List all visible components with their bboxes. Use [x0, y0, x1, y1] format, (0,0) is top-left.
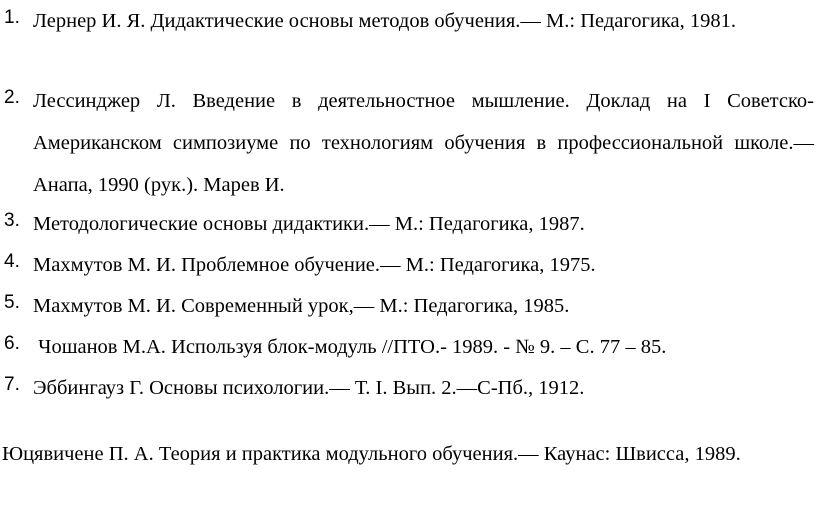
extra-reference: Юцявичене П. А. Теория и практика модульного обучения.— Каунас: Швисса, 1989.	[2, 443, 741, 465]
reference-text: Эббингауз Г. Основы психологии.— Т. I. Вып. 2.—С-Пб., 1912.	[33, 377, 585, 399]
reference-text: Махмутов М. И. Проблемное обучение.— М.: Педагогика, 1975.	[33, 254, 596, 276]
reference-text: Лессинджер Л. Введение в деятельностное мышление. Доклад на I Советско-Американском симпозиуме по технологиям обучения в профессиональной школе.— Анапа, 1990 (рук.). Марев И.	[33, 90, 814, 196]
reference-text: Лернер И. Я. Дидактические основы методов обучения.— М.: Педагогика, 1981.	[33, 10, 737, 32]
reference-number: 3.	[4, 210, 20, 231]
reference-number: 7.	[4, 374, 20, 395]
reference-text: Чошанов М.А. Используя блок-модуль //ПТО.- 1989. - № 9. – С. 77 – 85.	[33, 336, 667, 358]
reference-number: 4.	[4, 251, 20, 272]
reference-text: Махмутов М. И. Современный урок,— М.: Педагогика, 1985.	[33, 295, 570, 317]
reference-number: 2.	[4, 87, 20, 108]
reference-text: Методологические основы дидактики.— М.: Педагогика, 1987.	[33, 213, 585, 235]
reference-number: 1.	[4, 7, 20, 28]
reference-number: 6.	[4, 333, 20, 354]
reference-number: 5.	[4, 292, 20, 313]
